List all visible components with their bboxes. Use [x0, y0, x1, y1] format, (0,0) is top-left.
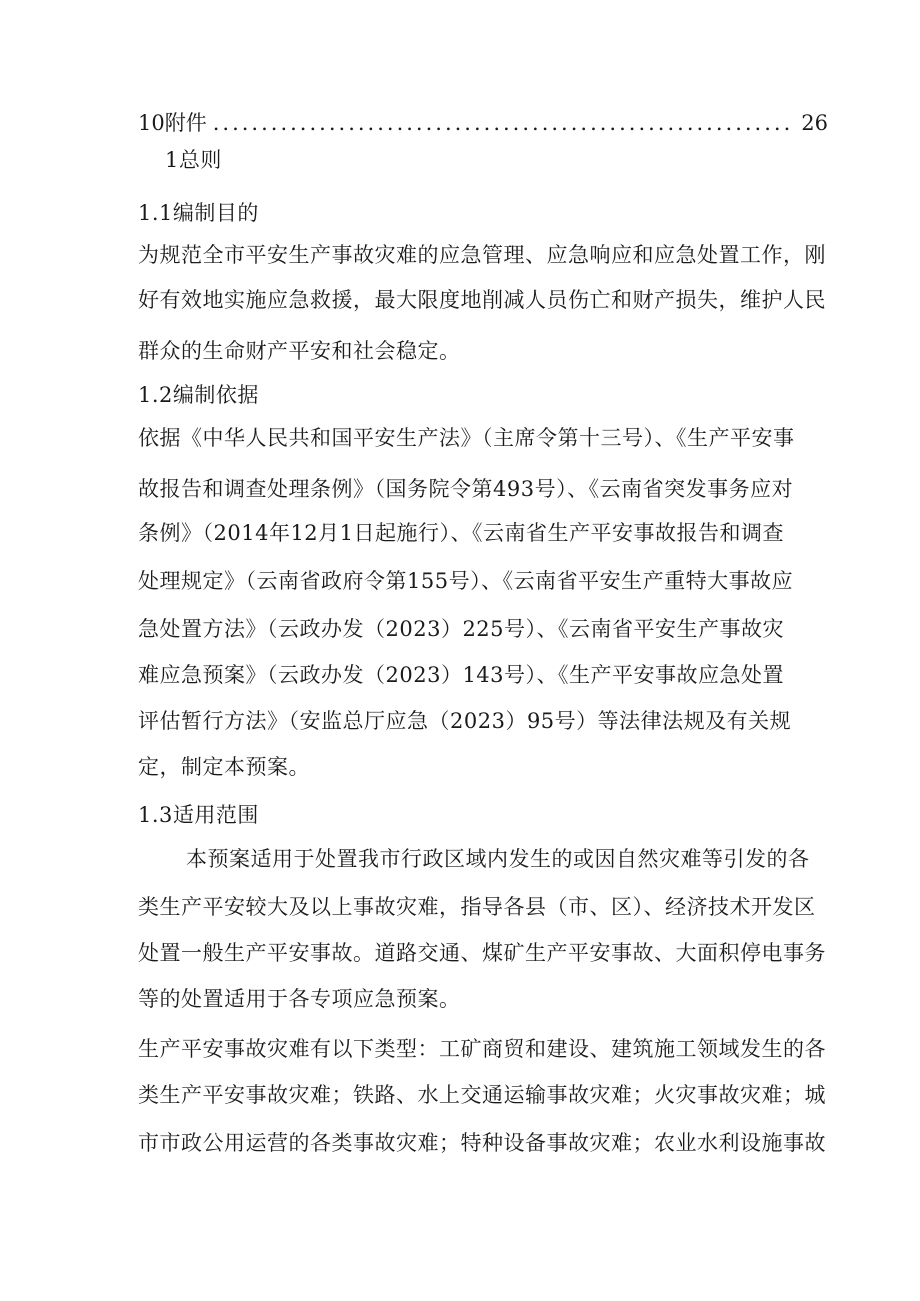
paragraph-line: 类生产平安较大及以上事故灾难，指导各县（市、区）、经济技术开发区 — [138, 895, 816, 919]
subsection-heading-1-2: 1.2编制依据 — [138, 383, 259, 407]
subsection-heading-1-1: 1.1编制目的 — [138, 201, 259, 225]
paragraph-line: 好有效地实施应急救援，最大限度地削减人员伤亡和财产损失，维护人民 — [138, 288, 826, 312]
toc-label: 10附件 — [138, 111, 207, 135]
paragraph-line: 为规范全市平安生产事故灾难的应急管理、应急响应和应急处置工作，刚 — [138, 243, 826, 267]
paragraph-line: 依据《中华人民共和国平安生产法》（主席令第十三号）、《生产平安事 — [138, 426, 795, 450]
paragraph-line: 急处置方法》（云政办发（2023）225号）、《云南省平安生产事故灾 — [138, 617, 785, 641]
paragraph-line: 评估暂行方法》（安监总厅应急（2023）95号）等法律法规及有关规 — [138, 709, 792, 733]
toc-leader-dots — [213, 108, 796, 138]
section-heading-1: 1总则 — [165, 148, 222, 172]
toc-entry — [138, 108, 828, 138]
paragraph-line: 处理规定》（云南省政府令第155号）、《云南省平安生产重特大事故应 — [138, 569, 794, 593]
paragraph-line: 处置一般生产平安事故。道路交通、煤矿生产平安事故、大面积停电事务 — [138, 941, 826, 965]
paragraph-line: 生产平安事故灾难有以下类型：工矿商贸和建设、建筑施工领域发生的各 — [138, 1037, 826, 1061]
paragraph-line: 条例》（2014年12月1日起施行）、《云南省生产平安事故报告和调查 — [138, 521, 785, 545]
paragraph-line: 难应急预案》（云政办发（2023）143号）、《生产平安事故应急处置 — [138, 663, 785, 687]
paragraph-line: 等的处置适用于各专项应急预案。 — [138, 987, 461, 1011]
paragraph-line: 市市政公用运营的各类事故灾难；特种设备事故灾难；农业水利设施事故 — [138, 1131, 826, 1155]
paragraph-line: 故报告和调查处理条例》（国务院令第493号）、《云南省突发事务应对 — [138, 477, 794, 501]
subsection-heading-1-3: 1.3适用范围 — [138, 803, 259, 827]
paragraph-line: 类生产平安事故灾难；铁路、水上交通运输事故灾难；火灾事故灾难；城 — [138, 1083, 826, 1107]
paragraph-line: 群众的生命财产平安和社会稳定。 — [138, 339, 461, 363]
paragraph-line: 本预案适用于处置我市行政区域内发生的或因自然灾难等引发的各 — [186, 847, 810, 871]
paragraph-line: 定，制定本预案。 — [138, 755, 310, 779]
toc-page-number: 26 — [801, 111, 828, 135]
